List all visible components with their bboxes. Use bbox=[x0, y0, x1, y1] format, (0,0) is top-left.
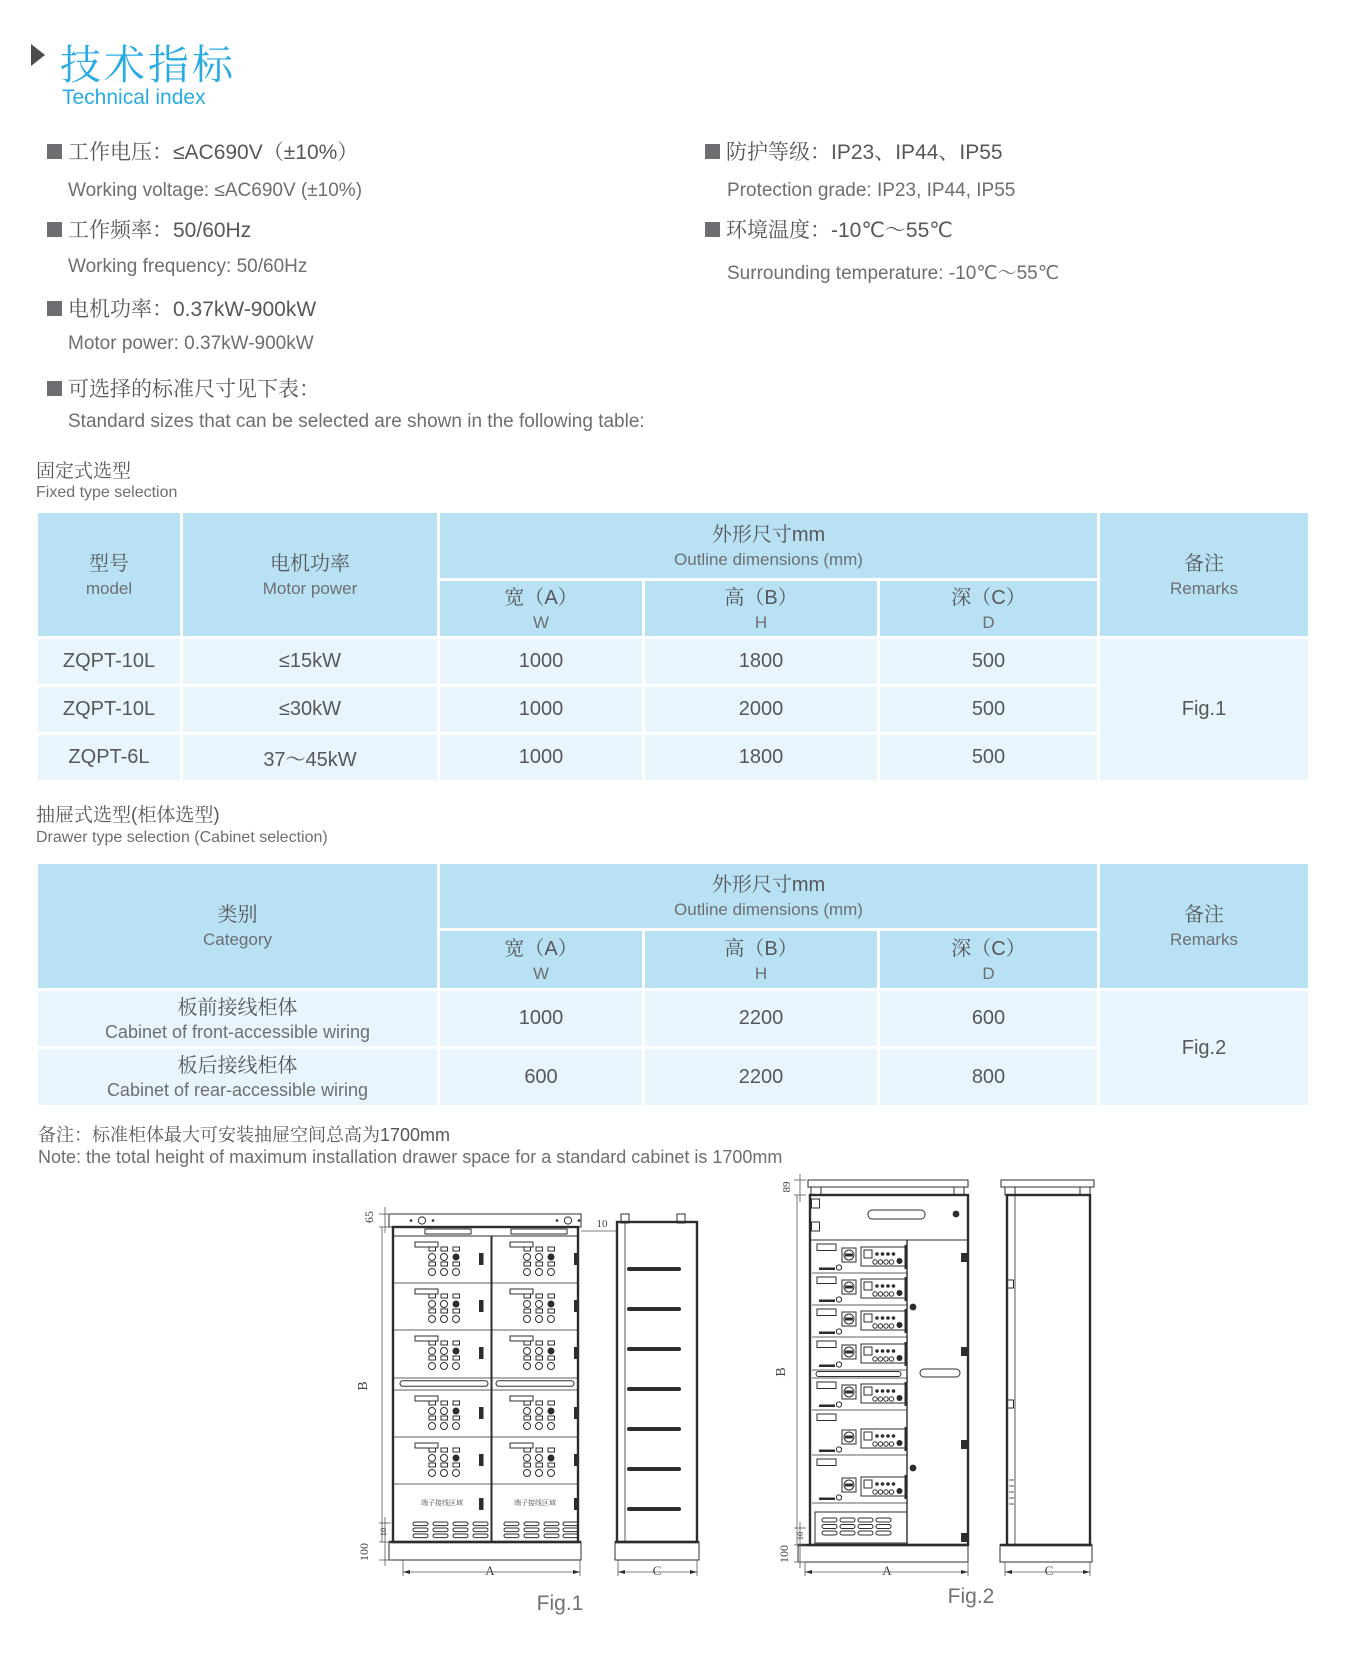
page-subtitle: Technical index bbox=[62, 86, 206, 109]
cell-depth: 500 bbox=[879, 686, 1099, 734]
terminal-area-label: 端子接线区域 bbox=[421, 1500, 463, 1507]
col-header-model: 型号 model bbox=[37, 512, 182, 638]
square-bullet-icon bbox=[47, 301, 62, 316]
square-bullet-icon bbox=[47, 144, 62, 159]
cell-model: ZQPT-6L bbox=[37, 734, 182, 782]
dim-label-10: 10 bbox=[378, 1527, 388, 1537]
col-header-category: 类别 Category bbox=[37, 863, 439, 990]
cell-model: ZQPT-10L bbox=[37, 638, 182, 686]
cell-model: ZQPT-10L bbox=[37, 686, 182, 734]
fixed-type-table bbox=[35, 510, 1311, 783]
col-header-height: 高（B） H bbox=[644, 580, 879, 638]
section-arrow-icon bbox=[31, 44, 45, 66]
col-header-outline-dimensions: 外形尺寸mm Outline dimensions (mm) bbox=[439, 863, 1099, 930]
drawer-section-title-en: Drawer type selection (Cabinet selection) bbox=[36, 829, 328, 846]
fig2-side-view bbox=[1000, 1180, 1094, 1562]
spec-standard-sizes-zh bbox=[47, 373, 320, 403]
col-header-outline-dimensions: 外形尺寸mm Outline dimensions (mm) bbox=[439, 512, 1099, 580]
note-zh: 备注：标准柜体最大可安装抽屉空间总高为1700mm bbox=[38, 1125, 451, 1145]
spec-working-voltage-en: Working voltage: ≤AC690V (±10%) bbox=[68, 180, 363, 201]
note-en: Note: the total height of maximum installation drawer space for a standard cabinet is 1700mm bbox=[38, 1147, 783, 1167]
spec-standard-sizes-en: Standard sizes that can be selected are shown in the following table: bbox=[68, 411, 645, 432]
spec-working-voltage-zh bbox=[47, 136, 358, 166]
spec-working-frequency-zh bbox=[47, 214, 251, 244]
dim-label-89: 89 bbox=[781, 1181, 793, 1193]
fig2-cabinet-drawing bbox=[705, 1160, 1105, 1620]
cell-remark: Fig.2 bbox=[1099, 990, 1310, 1107]
cell-height: 1800 bbox=[644, 638, 879, 686]
col-header-motor-power: 电机功率 Motor power bbox=[182, 512, 439, 638]
fig2-caption: Fig.2 bbox=[947, 1585, 995, 1608]
dim-label-C: C bbox=[652, 1563, 662, 1578]
col-header-depth: 深（C） D bbox=[879, 580, 1099, 638]
spec-working-frequency-en: Working frequency: 50/60Hz bbox=[68, 256, 308, 277]
dim-label-65: 65 bbox=[362, 1211, 376, 1223]
spec-text: 可选择的标准尺寸见下表： bbox=[68, 378, 320, 401]
page-title: 技术指标 bbox=[60, 42, 236, 88]
cell-category: 板后接线柜体 Cabinet of rear-accessible wiring bbox=[37, 1048, 439, 1107]
fig1-front-view bbox=[389, 1214, 581, 1560]
table-row bbox=[37, 990, 1310, 1048]
fig2-front-view bbox=[798, 1180, 968, 1562]
spec-motor-power-en: Motor power: 0.37kW-900kW bbox=[68, 333, 314, 354]
square-bullet-icon bbox=[705, 222, 720, 237]
cell-remark: Fig.1 bbox=[1099, 638, 1310, 782]
col-header-remarks: 备注 Remarks bbox=[1099, 863, 1310, 990]
col-header-remarks: 备注 Remarks bbox=[1099, 512, 1310, 638]
cell-height: 2200 bbox=[644, 1048, 879, 1107]
cell-depth: 800 bbox=[879, 1048, 1099, 1107]
fixed-section-title-en: Fixed type selection bbox=[36, 484, 178, 501]
spec-text: 电机功率：0.37kW-900kW bbox=[68, 298, 317, 321]
dim-label-100: 100 bbox=[777, 1545, 791, 1563]
cell-depth: 500 bbox=[879, 638, 1099, 686]
drawer-type-table bbox=[35, 861, 1311, 1108]
dim-label-10: 10 bbox=[795, 1531, 805, 1541]
dim-label-10-top: 10 bbox=[596, 1218, 608, 1230]
dim-label-B: B bbox=[774, 1367, 789, 1377]
cell-power: 37～45kW bbox=[182, 734, 439, 782]
table-row bbox=[37, 638, 1310, 686]
cell-width: 1000 bbox=[439, 734, 644, 782]
spec-text: 工作电压：≤AC690V（±10%） bbox=[68, 141, 359, 164]
spec-motor-power-zh bbox=[47, 293, 316, 323]
spec-text: 防护等级：IP23、IP44、IP55 bbox=[726, 141, 1003, 164]
cell-height: 2200 bbox=[644, 990, 879, 1048]
cell-power: ≤30kW bbox=[182, 686, 439, 734]
table-header-row bbox=[37, 863, 1310, 930]
col-header-width: 宽（A） W bbox=[439, 930, 644, 990]
cell-height: 1800 bbox=[644, 734, 879, 782]
dim-label-A: A bbox=[882, 1563, 892, 1578]
terminal-area-label: 端子接线区域 bbox=[514, 1500, 556, 1507]
dim-label-A: A bbox=[485, 1563, 495, 1578]
fig1-caption: Fig.1 bbox=[536, 1592, 584, 1615]
spec-protection-grade-zh bbox=[705, 136, 1003, 166]
col-header-height: 高（B） H bbox=[644, 930, 879, 990]
col-header-width: 宽（A） W bbox=[439, 580, 644, 638]
cell-depth: 500 bbox=[879, 734, 1099, 782]
square-bullet-icon bbox=[47, 381, 62, 396]
spec-protection-grade-en: Protection grade: IP23, IP44, IP55 bbox=[727, 180, 1016, 201]
fixed-section-title-zh: 固定式选型 bbox=[36, 461, 132, 482]
cell-width: 1000 bbox=[439, 638, 644, 686]
dim-label-100: 100 bbox=[357, 1543, 371, 1561]
square-bullet-icon bbox=[47, 222, 62, 237]
spec-surrounding-temp-zh bbox=[705, 214, 953, 244]
drawer-section-title-zh: 抽屉式选型(柜体选型) bbox=[36, 805, 220, 826]
cell-width: 600 bbox=[439, 1048, 644, 1107]
square-bullet-icon bbox=[705, 144, 720, 159]
col-header-depth: 深（C） D bbox=[879, 930, 1099, 990]
spec-text: 环境温度：-10℃～55℃ bbox=[726, 219, 953, 242]
cell-height: 2000 bbox=[644, 686, 879, 734]
dim-label-B: B bbox=[356, 1381, 371, 1391]
dim-label-C: C bbox=[1044, 1563, 1054, 1578]
spec-text: 工作频率：50/60Hz bbox=[68, 219, 252, 242]
table-header-row bbox=[37, 512, 1310, 580]
fig1-side-view bbox=[615, 1214, 699, 1560]
cell-width: 1000 bbox=[439, 990, 644, 1048]
cell-width: 1000 bbox=[439, 686, 644, 734]
cell-depth: 600 bbox=[879, 990, 1099, 1048]
spec-surrounding-temp-en: Surrounding temperature: -10℃～55℃ bbox=[727, 263, 1060, 284]
cell-power: ≤15kW bbox=[182, 638, 439, 686]
fig1-cabinet-drawing bbox=[340, 1195, 720, 1620]
cell-category: 板前接线柜体 Cabinet of front-accessible wiring bbox=[37, 990, 439, 1048]
